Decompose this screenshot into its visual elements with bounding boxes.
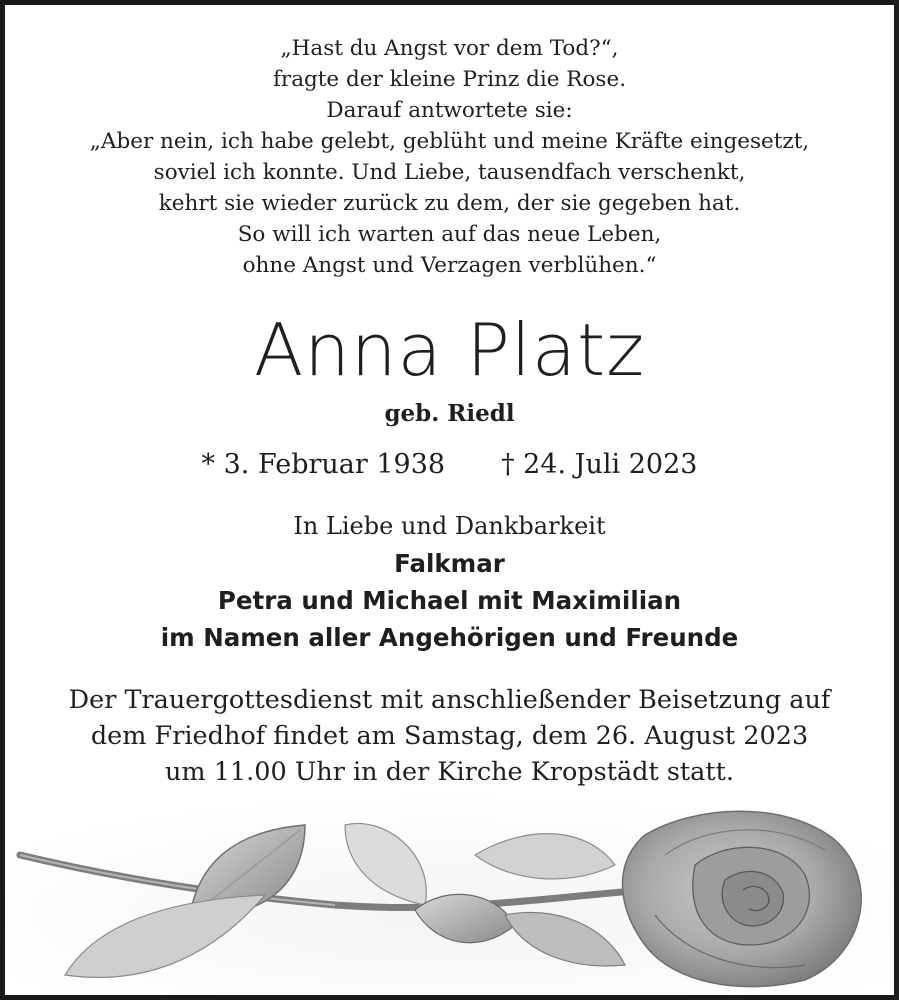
mourners-intro: In Liebe und Dankbarkeit xyxy=(293,512,606,540)
mourner-name: Falkmar xyxy=(394,549,505,578)
service-line: dem Friedhof findet am Samstag, dem 26. August 2023 xyxy=(90,721,809,751)
poem-line: ohne Angst und Verzagen verblühen.“ xyxy=(242,253,657,278)
poem-line: kehrt sie wieder zurück zu dem, der sie gegeben hat. xyxy=(158,191,741,216)
rose-illustration xyxy=(5,795,894,995)
poem-line: „Aber nein, ich habe gelebt, geblüht und meine Kräfte eingesetzt, xyxy=(89,129,810,154)
service-line: um 11.00 Uhr in der Kirche Kropstädt statt. xyxy=(165,757,734,787)
funeral-service-info xyxy=(5,682,894,790)
birth-date: * 3. Februar 1938 xyxy=(201,449,446,480)
deceased-name: Anna Platz xyxy=(253,308,646,392)
death-date: † 24. Juli 2023 xyxy=(501,449,698,480)
life-dates xyxy=(5,445,894,485)
poem-line: „Hast du Angst vor dem Tod?“, xyxy=(280,36,619,61)
poem-line: So will ich warten auf das neue Leben, xyxy=(237,222,662,247)
service-line: Der Trauergottesdienst mit anschließender Beisetzung auf xyxy=(68,685,831,715)
poem-quote xyxy=(15,33,884,281)
mourner-name: Petra und Michael mit Maximilian xyxy=(217,586,682,615)
mourner-name: im Namen aller Angehörigen und Freunde xyxy=(160,623,739,652)
poem-line: Darauf antwortete sie: xyxy=(326,98,573,123)
poem-line: fragte der kleine Prinz die Rose. xyxy=(272,67,627,92)
mourners-block xyxy=(5,508,894,656)
maiden-name: geb. Riedl xyxy=(384,400,515,427)
poem-line: soviel ich konnte. Und Liebe, tausendfach verschenkt, xyxy=(153,160,746,185)
